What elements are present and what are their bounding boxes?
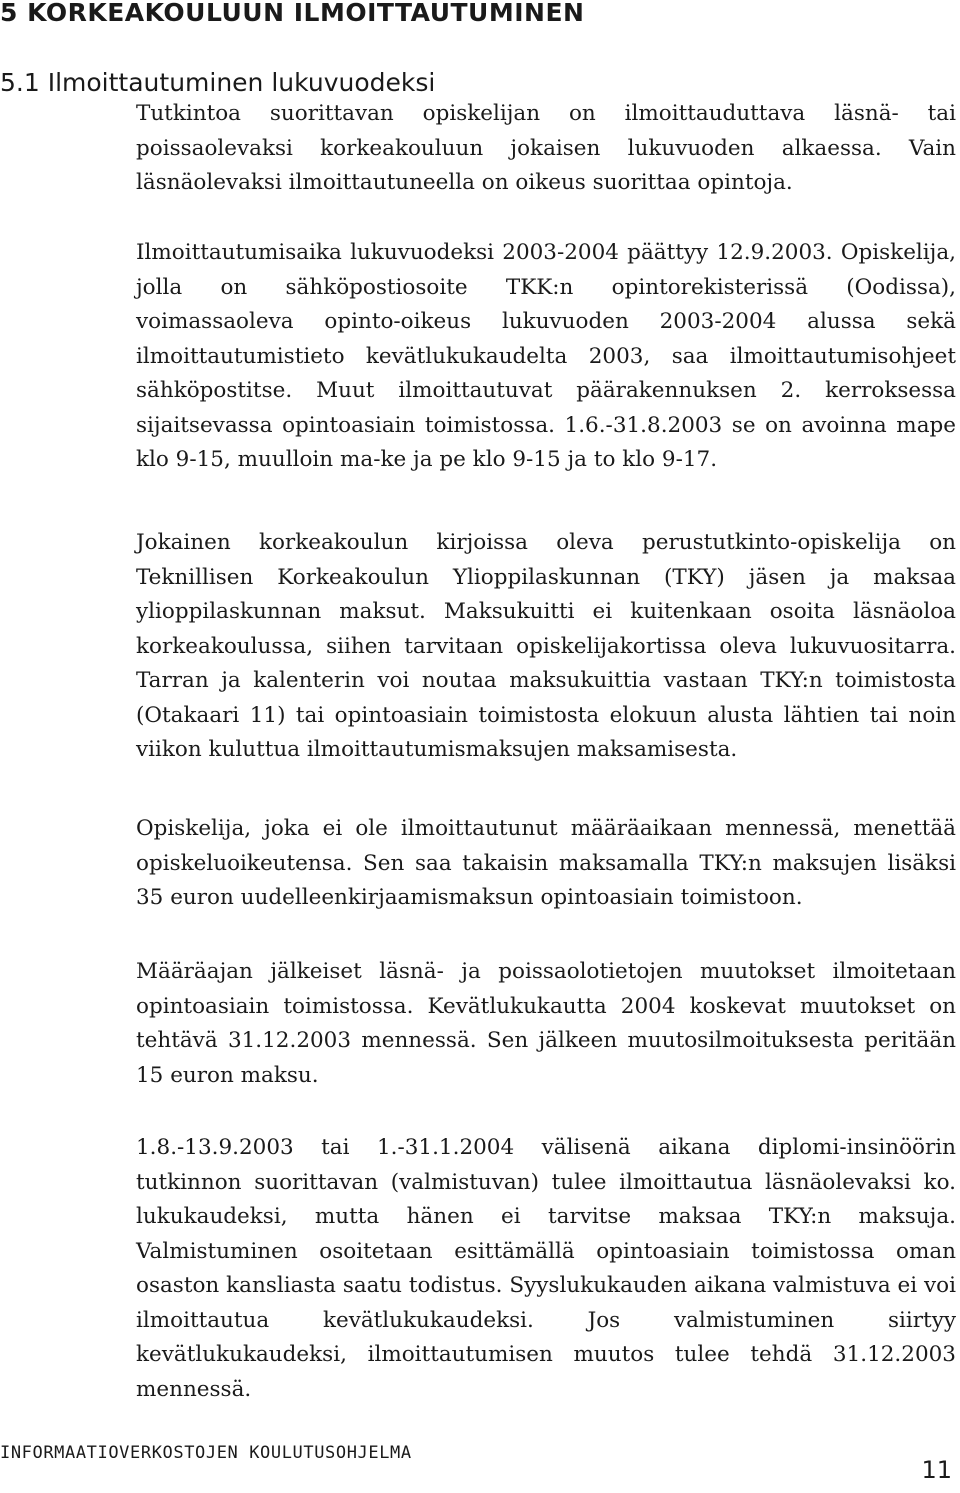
paragraph-graduating-students: 1.8.-13.9.2003 tai 1.-31.1.2004 välisenä aikana diplomi-insinöörin tutkinnon suorittavan (valmistuvan) tulee ilmoittautua läsnäolevaksi ko. lukukaudeksi, mutta hänen ei tarvitse maksaa TKY:n maksuja. Valmistuminen osoitetaan esittämällä opintoasiain toimistossa oman osaston kansliasta saatu todistus. Syyslukukauden aikana valmistuva ei voi ilmoittautua kevätlukukaudeksi. Jos valmistuminen siirtyy kevätlukukaudeksi, ilmoittautumisen muutos tulee tehdä 31.12.2003 mennessä. (136, 1135, 956, 1402)
paragraph-late-registration: Opiskelija, joka ei ole ilmoittautunut määräaikaan mennessä, menettää opiskeluoikeutensa. Sen saa takaisin maksamalla TKY:n maksujen lisäksi 35 euron uudelleenkirjaamismaksun opintoasiain toimistoon. (136, 816, 956, 910)
paragraph-registration-period: Ilmoittautumisaika lukuvuodeksi 2003-2004 päättyy 12.9.2003. Opiskelija, jolla on sähköpostiosoite TKK:n opintorekisterissä (Oodissa), voimassaoleva opinto-oikeus lukuvuoden 2003-2004 alussa sekä ilmoittautumistieto kevätlukukaudelta 2003, saa ilmoittautumisohjeet sähköpostitse. Muut ilmoittautuvat päärakennuksen 2. kerroksessa sijaitsevassa opintoasiain toimistossa. 1.6.-31.8.2003 se on avoinna mape klo 9-15, muulloin ma-ke ja pe klo 9-15 ja to klo 9-17. (136, 240, 956, 472)
paragraph-status-changes: Määräajan jälkeiset läsnä- ja poissaolotietojen muutokset ilmoitetaan opintoasiain toimistossa. Kevätlukukautta 2004 koskevat muutokset on tehtävä 31.12.2003 mennessä. Sen jälkeen muutosilmoituksesta peritään 15 euron maksu. (136, 959, 956, 1088)
paragraph-tky-membership: Jokainen korkeakoulun kirjoissa oleva perustutkinto-opiskelija on Teknillisen Korkeakoulun Ylioppilaskunnan (TKY) jäsen ja maksaa ylioppilaskunnan maksut. Maksukuitti ei kuitenkaan osoita läsnäoloa korkeakoulussa, siihen tarvitaan opiskelijakortissa oleva lukuvuositarra. Tarran ja kalenterin voi noutaa maksukuittia vastaan TKY:n toimistosta (Otakaari 11) tai opintoasiain toimistosta elokuun alusta lähtien tai noin viikon kuluttua ilmoittautumismaksujen maksamisesta. (136, 530, 956, 762)
chapter-heading: 5 KORKEAKOULUUN ILMOITTAUTUMINEN (0, 0, 585, 27)
page-number: 11 (921, 1456, 952, 1484)
section-heading: 5.1 Ilmoittautuminen lukuvuodeksi (0, 68, 436, 97)
paragraph-registration-requirement: Tutkintoa suorittavan opiskelijan on ilmoittauduttava läsnä- tai poissaolevaksi korkeakouluun jokaisen lukuvuoden alkaessa. Vain läsnäolevaksi ilmoittautuneella on oikeus suorittaa opintoja. (136, 101, 956, 195)
footer-publication-title: INFORMAATIOVERKOSTOJEN KOULUTUSOHJELMA (0, 1443, 412, 1463)
